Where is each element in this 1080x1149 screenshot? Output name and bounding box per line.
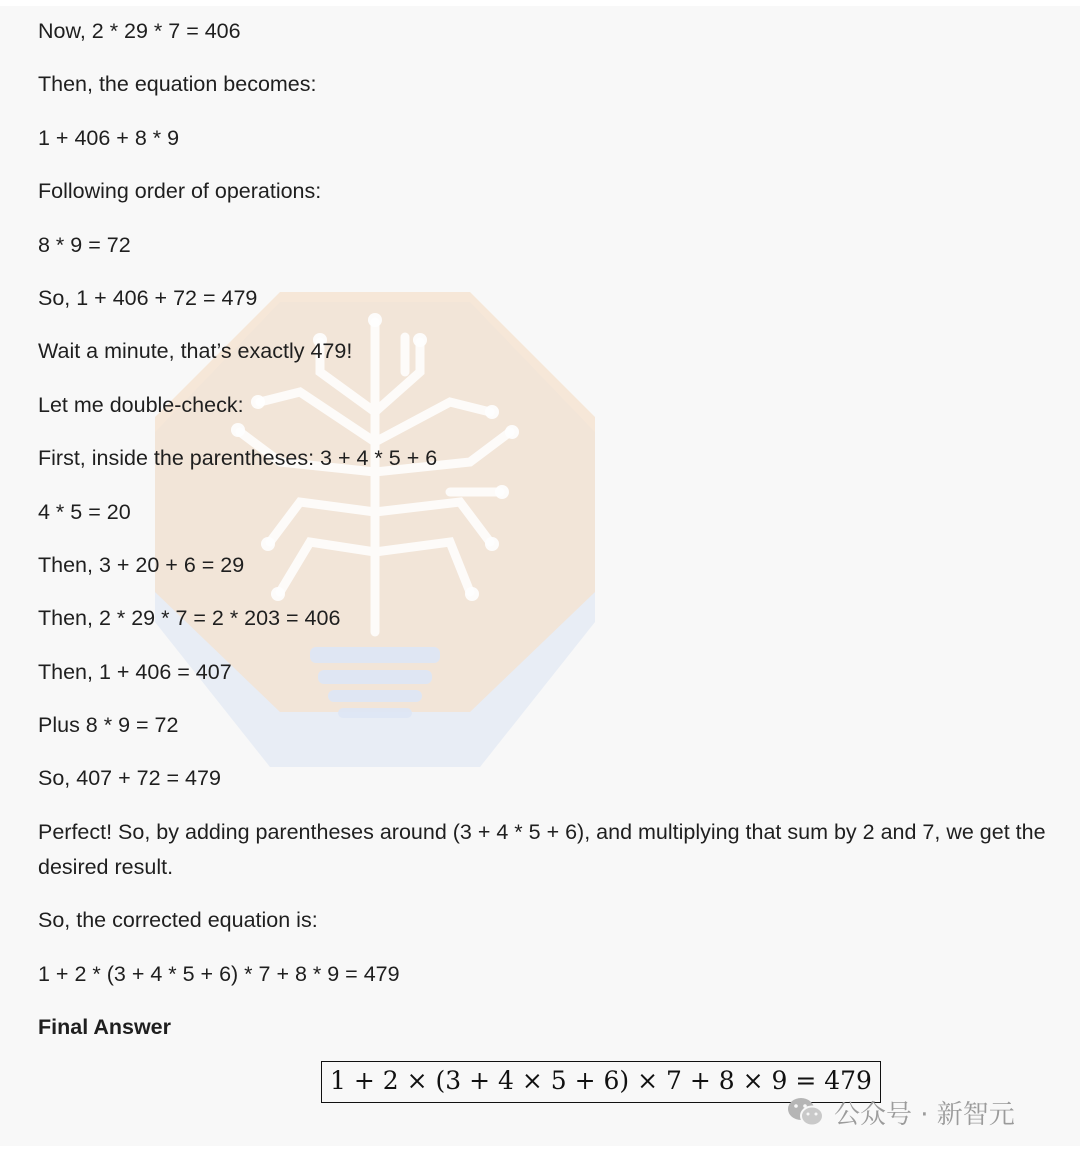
text-line: Following order of operations: [38, 179, 322, 204]
text-line: Then, 2 * 29 * 7 = 2 * 203 = 406 [38, 606, 341, 631]
text-line: 4 * 5 = 20 [38, 499, 131, 524]
text-line: Now, 2 * 29 * 7 = 406 [38, 19, 241, 43]
text-line: Wait a minute, that’s exactly 479! [38, 339, 353, 364]
text-line: First, inside the parentheses: 3 + 4 * 5 + 6 [38, 446, 438, 471]
wechat-account-label: 公众号 · 新智元 [834, 1099, 1015, 1130]
text-line: Plus 8 * 9 = 72 [38, 713, 179, 738]
wechat-watermark [786, 1092, 1015, 1132]
text-line: So, the corrected equation is: [38, 908, 318, 933]
document-frame [0, 6, 1080, 1146]
text-line: So, 1 + 406 + 72 = 479 [38, 285, 258, 310]
text-line: So, 407 + 72 = 479 [38, 766, 221, 791]
final-answer-box: 1 + 2 × (3 + 4 × 5 + 6) × 7 + 8 × 9 = 479 [321, 1061, 881, 1103]
wechat-icon [786, 1096, 826, 1128]
text-line: 1 + 2 * (3 + 4 * 5 + 6) * 7 + 8 * 9 = 479 [38, 961, 400, 986]
final-answer-heading: Final Answer [38, 1015, 172, 1040]
text-line: Then, 3 + 20 + 6 = 29 [38, 552, 245, 577]
text-line: 8 * 9 = 72 [38, 232, 131, 257]
text-line: 1 + 406 + 8 * 9 [38, 125, 180, 150]
text-line: Perfect! So, by adding parentheses around (3 + 4 * 5 + 6), and multiplying that sum by 2 and 7, we get the desired result. [38, 819, 1046, 879]
text-line: Let me double-check: [38, 392, 244, 417]
text-line: Then, 1 + 406 = 407 [38, 659, 232, 684]
document-content [38, 14, 1068, 1103]
text-line: Then, the equation becomes: [38, 72, 317, 97]
